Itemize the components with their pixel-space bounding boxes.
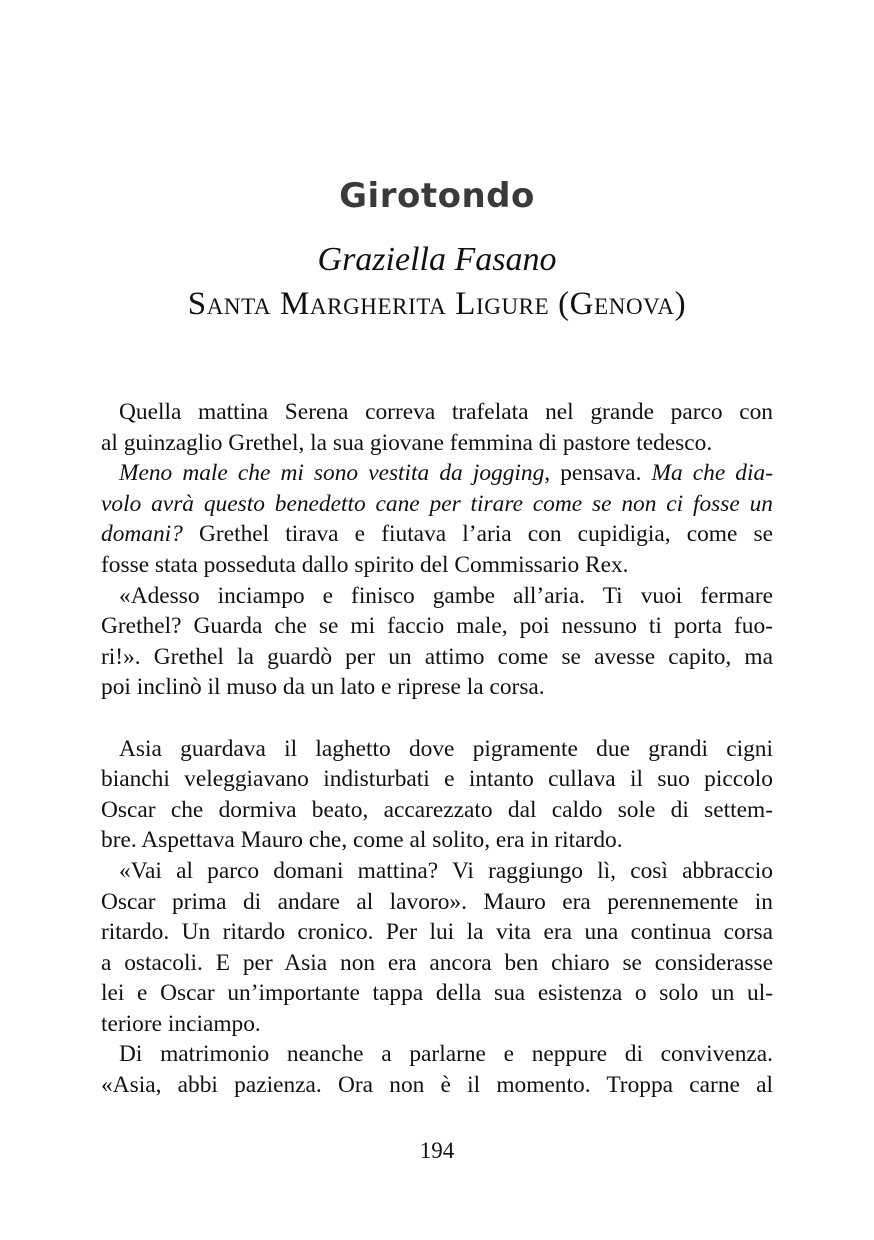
story-title: Girotondo	[339, 176, 535, 216]
text-segment: , pensava.	[544, 460, 652, 487]
text-segment: poi inclinò il muso da un lato e riprese la corsa.	[101, 674, 545, 701]
text-segment: Oscar che dormiva beato, accarezzato dal caldo sole di settem-	[101, 796, 773, 823]
text-line	[101, 1070, 773, 1101]
text-line	[101, 948, 773, 979]
text-segment: Grethel tirava e fiutava l’aria con cupidigia, come se	[182, 521, 773, 548]
text-segment: ri!». Grethel la guardò per un attimo come se avesse capito, ma	[101, 643, 773, 670]
text-segment: «Adesso inciampo e finisco gambe all’aria. Ti vuoi fermare	[119, 582, 773, 609]
text-line	[101, 795, 773, 826]
text-segment: Di matrimonio neanche a parlarne e neppure di convivenza.	[119, 1041, 773, 1068]
text-segment: ritardo. Un ritardo cronico. Per lui la vita era una continua corsa	[101, 919, 773, 946]
text-line	[101, 734, 773, 765]
text-line	[101, 397, 773, 428]
text-segment: «Vai al parco domani mattina? Vi raggiungo lì, così abbraccio	[119, 857, 773, 884]
text-line	[101, 672, 773, 703]
text-line	[101, 856, 773, 887]
text-segment: lei e Oscar un’importante tappa della sua esistenza o solo un ul-	[101, 980, 773, 1007]
text-line	[101, 917, 773, 948]
author-name: Graziella Fasano	[317, 241, 557, 278]
paragraph-break	[101, 703, 773, 734]
text-line	[101, 825, 773, 856]
text-line	[101, 428, 773, 459]
text-line	[101, 550, 773, 581]
story-body	[101, 397, 773, 1101]
text-segment: Oscar prima di andare al lavoro». Mauro era perennemente in	[101, 888, 773, 915]
text-line	[101, 642, 773, 673]
text-line	[101, 519, 773, 550]
page-number: 194	[419, 1138, 455, 1163]
text-segment: «Asia, abbi pazienza. Ora non è il momento. Troppa carne al	[101, 1072, 773, 1099]
text-line	[101, 489, 773, 520]
italic-text: domani?	[101, 521, 183, 548]
text-segment: bre. Aspettava Mauro che, come al solito, era in ritardo.	[101, 827, 623, 854]
text-segment: a ostacoli. E per Asia non era ancora ben chiaro se considerasse	[101, 949, 773, 976]
text-line	[101, 1039, 773, 1070]
text-segment: fosse stata posseduta dallo spirito del Commissario Rex.	[101, 551, 629, 578]
text-segment: Grethel? Guarda che se mi faccio male, poi nessuno ti porta fuo-	[101, 613, 773, 640]
italic-text: Meno male che mi sono vestita da jogging	[119, 460, 545, 487]
text-segment: bianchi veleggiavano indisturbati e intanto cullava il suo piccolo	[101, 766, 773, 793]
author-location: Santa Margherita Ligure (Genova)	[187, 286, 687, 322]
text-segment: teriore inciampo.	[101, 1010, 261, 1037]
text-segment: al guinzaglio Grethel, la sua giovane femmina di pastore tedesco.	[101, 429, 713, 456]
text-line	[101, 458, 773, 489]
text-line	[101, 581, 773, 612]
text-segment: Asia guardava il laghetto dove pigramente due grandi cigni	[119, 735, 773, 762]
italic-text: volo avrà questo benedetto cane per tirare come se non ci fosse un	[101, 490, 773, 517]
italic-text: Ma che dia-	[651, 460, 773, 487]
text-line	[101, 887, 773, 918]
text-line	[101, 764, 773, 795]
text-line	[101, 978, 773, 1009]
text-line	[101, 611, 773, 642]
text-line	[101, 1009, 773, 1040]
text-segment: Quella mattina Serena correva trafelata nel grande parco con	[119, 399, 773, 425]
